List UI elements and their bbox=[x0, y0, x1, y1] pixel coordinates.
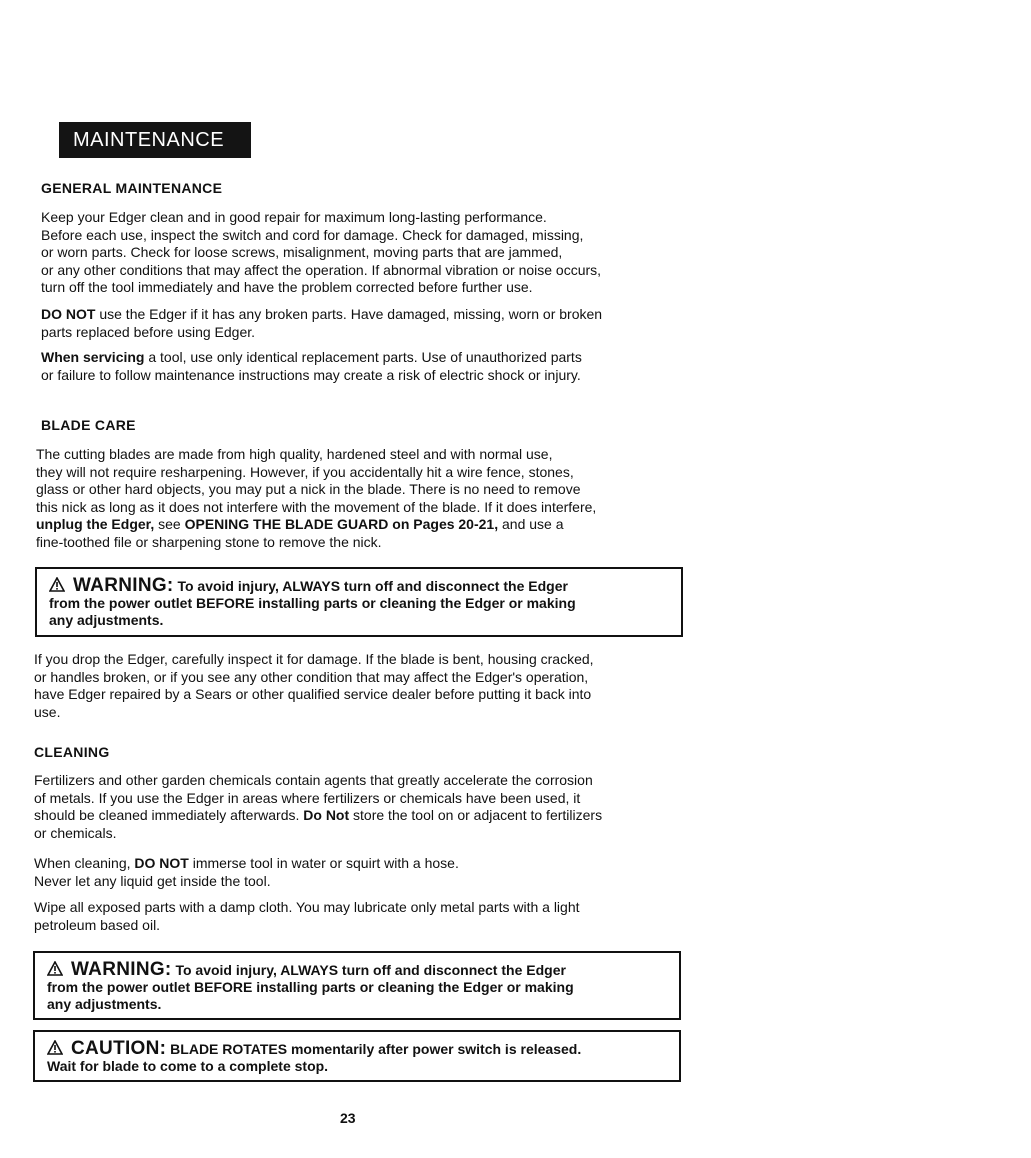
caution-text: BLADE ROTATES momentarily after power switch is released. bbox=[170, 1041, 582, 1057]
text-fragment: should be cleaned immediately afterwards. bbox=[34, 807, 304, 823]
warning-label: WARNING: bbox=[71, 959, 172, 980]
blade-care-paragraph bbox=[36, 446, 596, 551]
text-line: petroleum based oil. bbox=[34, 916, 161, 933]
text-line: fine-toothed file or sharpening stone to remove the nick. bbox=[36, 533, 382, 550]
warning-label: WARNING: bbox=[73, 575, 174, 596]
do-not-emphasis: DO NOT bbox=[134, 855, 189, 871]
text-fragment: a tool, use only identical replacement parts. Use of unauthorized parts bbox=[144, 349, 582, 365]
text-fragment: and use a bbox=[498, 516, 564, 532]
text-line: Never let any liquid get inside the tool. bbox=[34, 872, 271, 889]
blade-care-heading: BLADE CARE bbox=[41, 417, 136, 433]
caution-box bbox=[33, 1030, 681, 1082]
section-banner: MAINTENANCE bbox=[59, 122, 251, 158]
text-line: of metals. If you use the Edger in areas where fertilizers or chemicals have been used, it bbox=[34, 789, 581, 806]
text-line: they will not require resharpening. However, if you accidentally hit a wire fence, stones, bbox=[36, 463, 574, 480]
do-not-emphasis: Do Not bbox=[303, 807, 350, 823]
caution-label: CAUTION: bbox=[71, 1038, 167, 1059]
text-line: Fertilizers and other garden chemicals contain agents that greatly accelerate the corrosion bbox=[34, 772, 593, 788]
warning-text: from the power outlet BEFORE installing parts or cleaning the Edger or making bbox=[47, 979, 574, 995]
unplug-emphasis: unplug the Edger, bbox=[36, 516, 155, 532]
page-number: 23 bbox=[340, 1110, 356, 1126]
warning-text: any adjustments. bbox=[49, 612, 164, 628]
servicing-emphasis: When servicing bbox=[41, 349, 145, 365]
text-line: Keep your Edger clean and in good repair for maximum long-lasting performance. bbox=[41, 209, 547, 225]
text-fragment: use the Edger if it has any broken parts. Have damaged, missing, worn or broken bbox=[95, 306, 603, 322]
text-fragment: see bbox=[154, 516, 185, 532]
text-line: or failure to follow maintenance instructions may create a risk of electric shock or injury. bbox=[41, 366, 581, 383]
do-not-emphasis: DO NOT bbox=[41, 306, 96, 322]
text-line: this nick as long as it does not interfere with the movement of the blade. If it does interfere, bbox=[36, 498, 597, 515]
text-line: use. bbox=[34, 703, 61, 720]
do-not-paragraph bbox=[41, 306, 602, 341]
text-line: or any other conditions that may affect the operation. If abnormal vibration or noise occurs, bbox=[41, 261, 602, 278]
opening-guard-reference: OPENING THE BLADE GUARD on Pages 20-21, bbox=[184, 516, 499, 532]
warning-text: any adjustments. bbox=[47, 996, 162, 1012]
text-line: parts replaced before using Edger. bbox=[41, 323, 256, 340]
text-line: or worn parts. Check for loose screws, misalignment, moving parts that are jammed, bbox=[41, 244, 563, 260]
general-maintenance-heading: GENERAL MAINTENANCE bbox=[41, 180, 223, 196]
servicing-paragraph bbox=[41, 349, 582, 384]
text-fragment: store the tool on or adjacent to fertilizers bbox=[349, 807, 603, 823]
drop-paragraph bbox=[34, 651, 594, 721]
text-fragment: immerse tool in water or squirt with a hose. bbox=[188, 855, 459, 871]
warning-box bbox=[35, 567, 683, 637]
text-line: have Edger repaired by a Sears or other qualified service dealer before putting it back into bbox=[34, 686, 592, 702]
text-line: Wipe all exposed parts with a damp cloth. You may lubricate only metal parts with a light bbox=[34, 899, 580, 915]
warning-text: from the power outlet BEFORE installing parts or cleaning the Edger or making bbox=[49, 595, 576, 611]
text-line: or chemicals. bbox=[34, 824, 117, 841]
cleaning-paragraph bbox=[34, 772, 602, 842]
warning-triangle-icon bbox=[47, 961, 63, 976]
text-line: or handles broken, or if you see any other condition that may affect the Edger's operation, bbox=[34, 668, 589, 685]
text-line: The cutting blades are made from high quality, hardened steel and with normal use, bbox=[36, 446, 553, 462]
text-line: turn off the tool immediately and have the problem corrected before further use. bbox=[41, 279, 533, 295]
warning-triangle-icon bbox=[47, 1040, 63, 1055]
text-fragment: When cleaning, bbox=[34, 855, 135, 871]
warning-triangle-icon bbox=[49, 577, 65, 592]
cleaning-heading: CLEANING bbox=[34, 744, 110, 760]
wipe-paragraph bbox=[34, 899, 580, 934]
caution-text: Wait for blade to come to a complete stop. bbox=[47, 1058, 329, 1074]
text-line: Before each use, inspect the switch and cord for damage. Check for damaged, missing, bbox=[41, 226, 584, 243]
text-line: glass or other hard objects, you may put a nick in the blade. There is no need to remove bbox=[36, 481, 581, 497]
text-line: If you drop the Edger, carefully inspect it for damage. If the blade is bent, housing cracked, bbox=[34, 651, 594, 667]
general-maintenance-paragraph bbox=[41, 209, 601, 297]
warning-text: To avoid injury, ALWAYS turn off and disconnect the Edger bbox=[175, 962, 566, 978]
warning-text: To avoid injury, ALWAYS turn off and disconnect the Edger bbox=[177, 578, 568, 594]
warning-box bbox=[33, 951, 681, 1020]
immerse-paragraph bbox=[34, 855, 459, 890]
